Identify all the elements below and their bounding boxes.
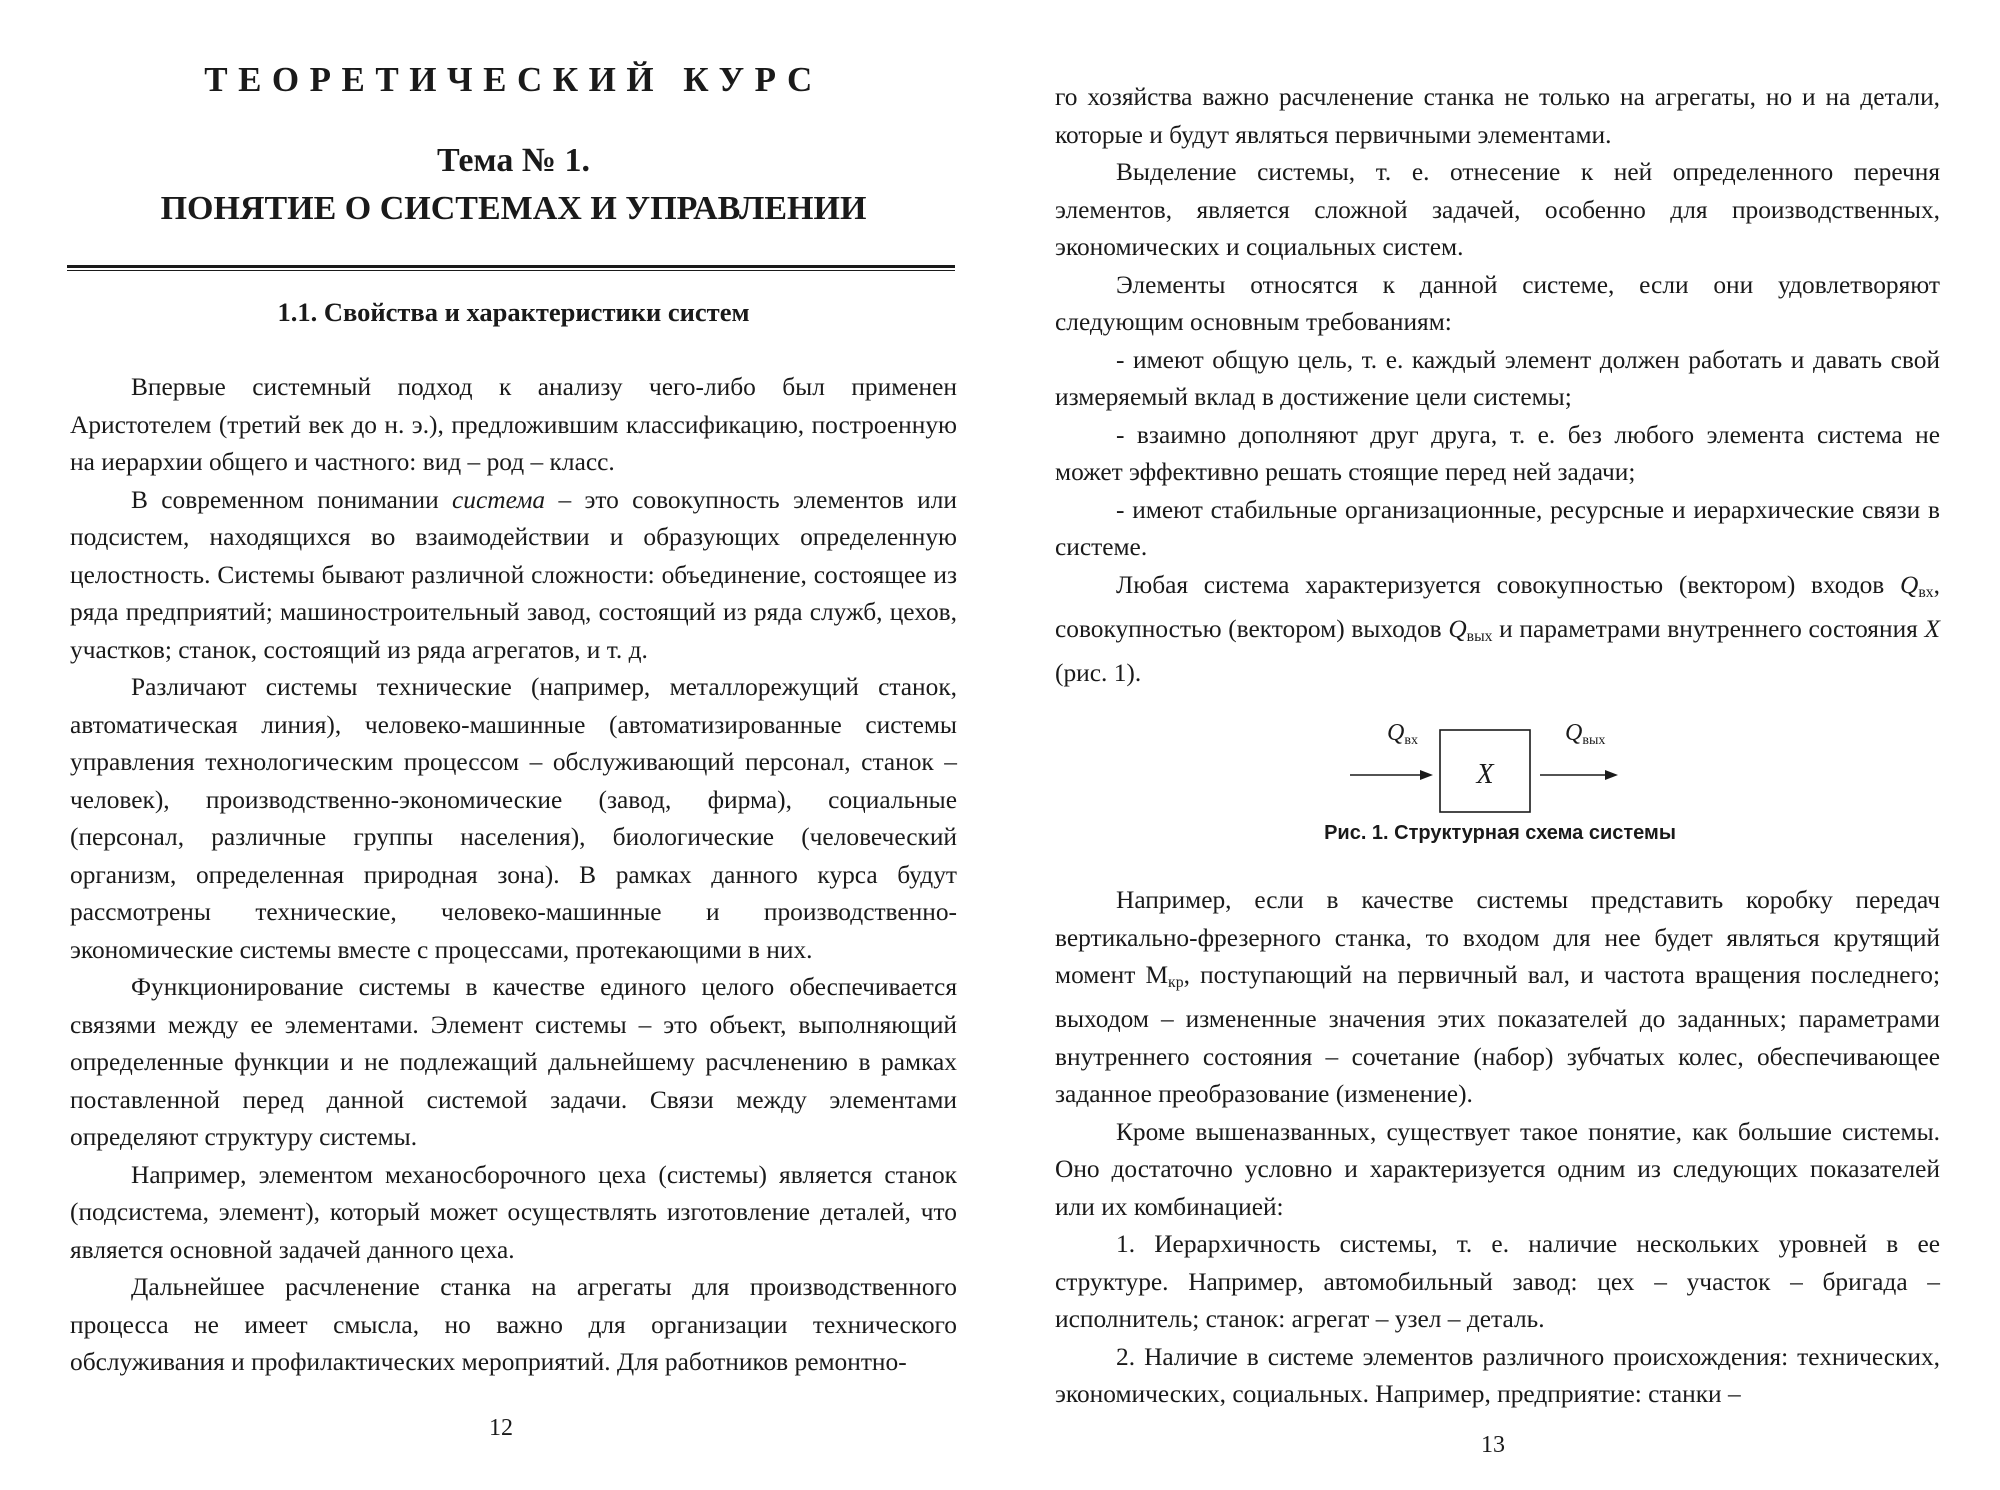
text-run: и параметрами внутреннего состояния [1492,614,1925,643]
requirement-item: - взаимно дополняют друг друга, т. е. без любого элемента система не может эффективно решать стоящие перед ней задачи; [1055,420,1940,486]
paragraph [1055,567,1940,693]
figure-caption: Рис. 1. Структурная схема системы [1324,822,1676,844]
text-run: , совокупностью (вектором) выходов [1055,570,1940,643]
topic-number: Тема № 1. [436,142,591,179]
text-run: , поступающий на первичный вал, и частота вращения последнего; выходом – измененные значения этих показателей до заданных; параметрами внутреннего состояния – сочетание (набор) зубчатых колес, обеспечивающее заданное преобразование (изменение). [1055,961,1940,1109]
system-diagram [1305,720,1655,830]
list-item: 1. Иерархичность системы, т. е. наличие нескольких уровней в ее структуре. Например, автомобильный завод: цех – участок – бригада – исполнитель; станок: агрегат – узел – деталь. [1055,1230,1940,1334]
title-divider-thin [67,270,955,271]
output-label: Qвых [1565,720,1606,748]
topic-title: ПОНЯТИЕ О СИСТЕМАХ И УПРАВЛЕНИИ [160,190,867,227]
text-run: В современном понимании [131,485,453,514]
box-label: X [1476,759,1494,790]
course-title: ТЕОРЕТИЧЕСКИЙ КУРС [204,60,823,99]
section-title: 1.1. Свойства и характеристики систем [277,297,750,327]
requirement-item: - имеют общую цель, т. е. каждый элемент должен работать и давать свой измеряемый вклад в достижение цели системы; [1055,345,1940,411]
text-run: (рис. 1). [1055,659,1142,688]
left-body-text [70,369,957,1382]
text-run: Например, если в качестве системы представить коробку передач вертикально-фрезерного станка, то входом для нее будет являться крутящий момент М [1055,886,1940,989]
paragraph: Дальнейшее расчленение станка на агрегаты для производственного процесса не имеет смысла, но важно для организации технического обслуживания и профилактических мероприятий. Для работников ремонтно- [70,1273,957,1376]
subscript-in: вх [1918,583,1934,601]
symbol-q: Q [1448,614,1467,643]
paragraph: Элементы относятся к данной системе, если они удовлетворяют следующим основным требованиям: [1055,270,1940,336]
right-page [1000,0,2000,1490]
page-number: 12 [489,1415,513,1441]
list-item: 2. Наличие в системе элементов различного происхождения: технических, экономических, социальных. Например, предприятие: станки – [1055,1342,1940,1409]
subscript-out: вых [1466,627,1493,645]
text-run: Любая система характеризуется совокупностью (вектором) входов [1116,570,1900,599]
title-divider [67,265,955,268]
paragraph [1055,882,1940,1114]
right-body-text-bottom [1055,882,1940,1414]
paragraph [70,482,957,670]
symbol-q: Q [1900,570,1919,599]
text-run: – это совокупность элементов или подсистем, находящихся во взаимодействии и образующих определенную целостность. Системы бывают различной сложности: объединение, состоящее из ряда предприятий; машиностроительный завод, состоящий из ряда служб, цехов, участков; станок, состоящий из ряда агрегатов, и т. д. [70,485,957,664]
input-arrowhead [1420,770,1433,780]
paragraph: Выделение системы, т. е. отнесение к ней определенного перечня элементов, является сложной задачей, особенно для производственных, экономических и социальных систем. [1055,158,1940,261]
paragraph: Впервые системный подход к анализу чего-либо был применен Аристотелем (третий век до н. э.), предложившим классификацию, построенную на иерархии общего и частного: вид – род – класс. [70,373,957,476]
system-diagram-svg [1305,720,1655,830]
requirement-item: - имеют стабильные организационные, ресурсные и иерархические связи в системе. [1055,495,1940,561]
subscript-kr: кр [1168,973,1184,991]
page-number: 13 [1481,1432,1505,1458]
paragraph: Функционирование системы в качестве единого целого обеспечивается связями между ее элементами. Элемент системы – это объект, выполняющий определенные функции и не подлежащий дальнейшему расчленению в рамках поставленной перед данной системой задачи. Связи между элементами определяют структуру системы. [70,973,957,1151]
output-arrowhead [1605,770,1618,780]
paragraph: Кроме вышеназванных, существует такое понятие, как большие системы. Оно достаточно условно и характеризуется одним из следующих показателей или их комбинацией: [1055,1117,1940,1221]
right-body-text-top [1055,79,1940,693]
paragraph: Различают системы технические (например, металлорежущий станок, автоматическая линия), человеко-машинные (автоматизированные системы управления технологическим процессом – обслуживающий персонал, станок – человек), производственно-экономические (завод, фирма), социальные (персонал, различные группы населения), биологические (человеческий организм, определенная природная зона). В рамках данного курса будут рассмотрены технические, человеко-машинные и производственно-экономические системы вместе с процессами, протекающими в них. [70,673,957,964]
paragraph: Например, элементом механосборочного цеха (системы) является станок (подсистема, элемент), который может осуществлять изготовление деталей, что является основной задачей данного цеха. [70,1160,957,1264]
symbol-x: X [1924,614,1941,643]
term-system: система [452,485,546,514]
input-label: Qвх [1387,720,1418,748]
paragraph: го хозяйства важно расчленение станка не только на агрегаты, но и на детали, которые и будут являться первичными элементами. [1055,83,1940,149]
